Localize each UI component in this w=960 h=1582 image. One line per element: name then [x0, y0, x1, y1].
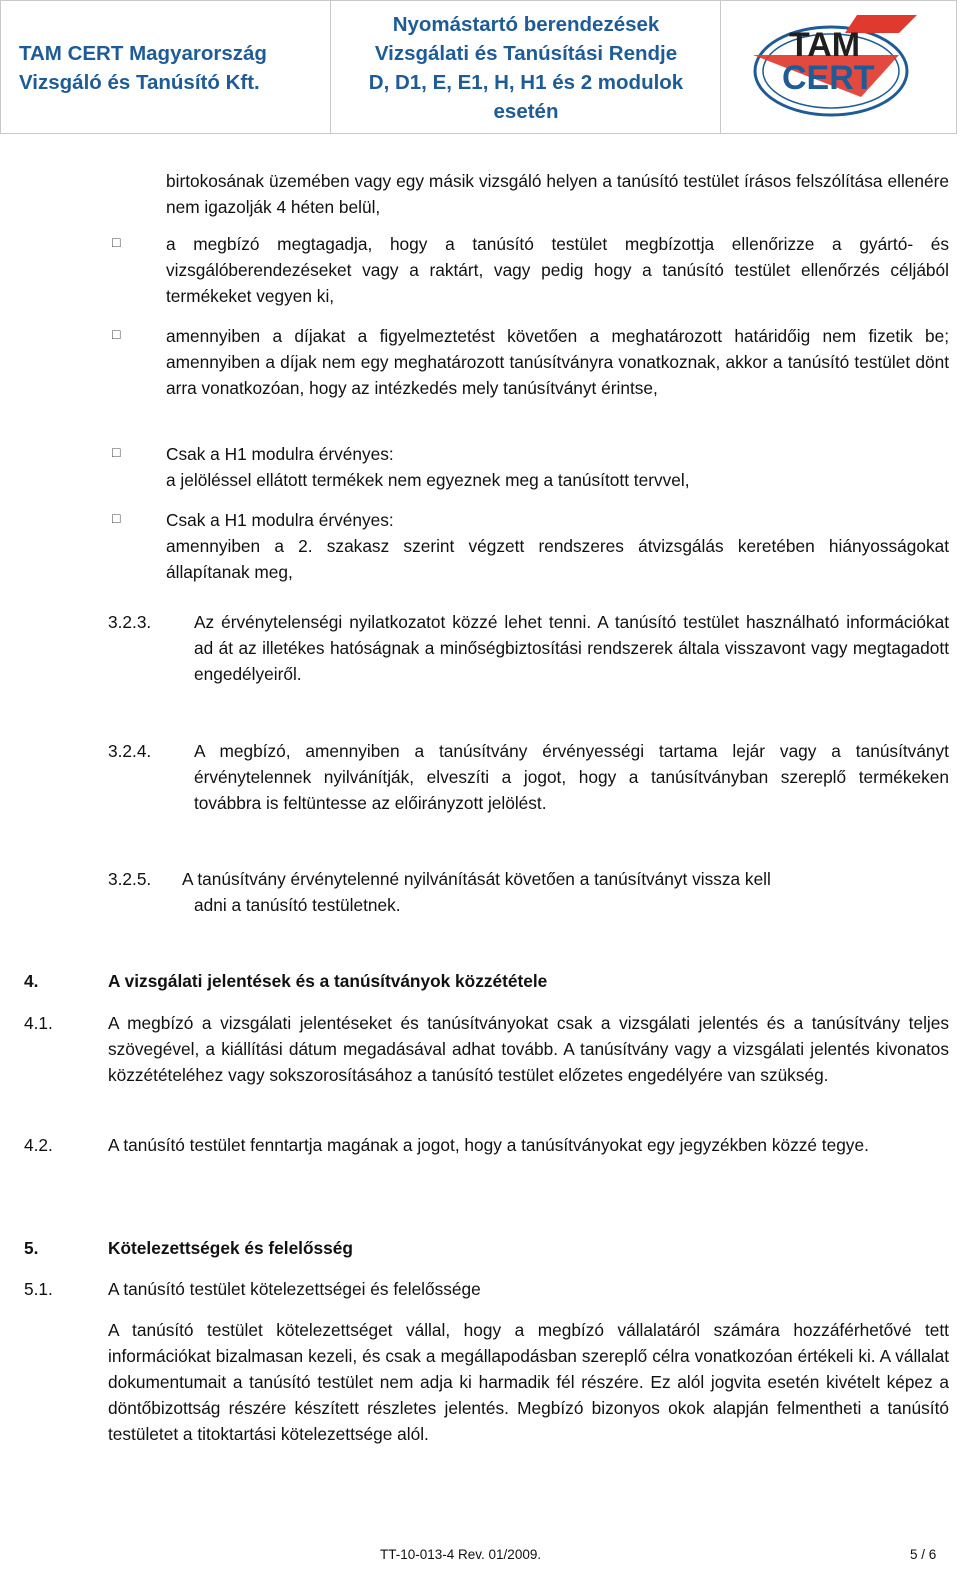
doc-title-line1: Nyomástartó berendezések [392, 13, 660, 36]
section-number: 5. [24, 1238, 39, 1258]
logo-text-top: TAM [789, 26, 861, 64]
clause-5-1-title: A tanúsító testület kötelezettségei és felelőssége [108, 1279, 481, 1299]
doc-title-line4: esetén [493, 100, 559, 123]
doc-title-line2: Vizsgálati és Tanúsítási Rendje [374, 42, 678, 65]
bullet-item-4 [166, 507, 949, 585]
section-number: 4. [24, 971, 39, 991]
tam-cert-logo-icon [749, 9, 929, 127]
bullet-continuation: birtokosának üzemében vagy egy másik vizsgáló helyen a tanúsító testület írásos felszólítása ellenére nem igazolják 4 héten belül, [166, 171, 949, 217]
doc-title-line3: D, D1, E, E1, H, H1 és 2 modulok [368, 71, 684, 94]
header-title-cell [331, 1, 721, 133]
bullet-marker-icon: □ [112, 326, 121, 342]
section-4-title: A vizsgálati jelentések és a tanúsítványok közzététele [108, 971, 548, 991]
clause-number: 4.2. [24, 1135, 53, 1155]
footer-doc-code: TT-10-013-4 Rev. 01/2009. [380, 1547, 542, 1562]
clause-number: 3.2.5. [108, 869, 152, 889]
company-subtitle: Vizsgáló és Tanúsító Kft. [19, 71, 260, 94]
bullet-marker-icon: □ [112, 444, 121, 460]
bullet-item-3-text: a jelöléssel ellátott termékek nem egyeznek meg a tanúsított tervvel, [166, 470, 690, 490]
bullet-item-3 [166, 441, 949, 493]
section-5-title: Kötelezettségek és felelősség [108, 1238, 353, 1258]
clause-4-1: A megbízó a vizsgálati jelentéseket és tanúsítványokat csak a vizsgálati jelentés és a tanúsítvány teljes szövegével, a kiállítási dátum megadásával adhat tovább. A tanúsítvány vagy a vizsgálati jelentés kivonatos közzétételéhez vagy sokszorosításához a tanúsító testület előzetes engedélyére van szükség. [108, 1013, 949, 1085]
company-name: TAM CERT Magyarország [19, 42, 267, 65]
bullet-item-3-condition: Csak a H1 modulra érvényes: [166, 444, 394, 464]
header-company-cell [1, 1, 331, 133]
bullet-item-2: amennyiben a díjakat a figyelmeztetést követően a meghatározott határidőig nem fizetik be; amennyiben a díjak nem egy meghatározott tanúsítványra vonatkoznak, akkor a tanúsító testület dönt arra vonatkozóan, hogy az intézkedés mely tanúsítványt érintse, [166, 326, 949, 398]
section-5-paragraph: A tanúsító testület kötelezettséget vállal, hogy a megbízó vállalatáról számára hozzáférhetővé tett információkat bizalmasan kezeli, és csak a megállapodásban szereplő célra vonatkozóan értékeli ki. A vállalat dokumentumait a tanúsító testület nem adja ki harmadik fél részére. Ez alól jogvita esetén kivételt képez a döntőbizottság részére készített részletes jelentés. Megbízó bizonyos okok alapján felmentheti a tanúsító testületet a titoktartási kötelezettsége alól. [108, 1320, 949, 1444]
clause-number: 4.1. [24, 1013, 53, 1033]
clause-3-2-3: Az érvénytelenségi nyilatkozatot közzé lehet tenni. A tanúsító testület használható információkat ad át az illetékes hatóságnak a minőségbiztosítási rendszerek általa visszavont vagy megtagadott engedélyeiről. [194, 612, 949, 684]
clause-3-2-4: A megbízó, amennyiben a tanúsítvány érvényességi tartama lejár vagy a tanúsítványt érvénytelennek nyilvánítják, elveszíti a jogot, hogy a tanúsítványban szereplő termékeken továbbra is feltüntesse az előirányzott jelölést. [194, 741, 949, 813]
clause-number: 5.1. [24, 1279, 53, 1299]
bullet-marker-icon: □ [112, 234, 121, 250]
clause-number: 3.2.4. [108, 741, 152, 761]
bullet-item-4-text: amennyiben a 2. szakasz szerint végzett rendszeres átvizsgálás keretében hiányosságokat állapítanak meg, [166, 536, 949, 582]
bullet-marker-icon: □ [112, 510, 121, 526]
footer-page-number: 5 / 6 [910, 1547, 937, 1562]
bullet-item-1: a megbízó megtagadja, hogy a tanúsító testület megbízottja ellenőrizze a gyártó- és vizsgálóberendezéseket vagy a raktárt, vagy pedig hogy a tanúsító testület ellenőrzés céljából termékeket vegyen ki, [166, 234, 949, 306]
bullet-item-4-condition: Csak a H1 modulra érvényes: [166, 510, 394, 530]
page-header [0, 0, 957, 134]
clause-3-2-5-line1: A tanúsítvány érvénytelenné nyilvánítását követően a tanúsítványt vissza kell [182, 869, 771, 889]
logo-text-bottom: CERT [782, 59, 875, 97]
clause-3-2-5-line2: adni a tanúsító testületnek. [194, 895, 401, 915]
clause-4-2: A tanúsító testület fenntartja magának a jogot, hogy a tanúsítványokat egy jegyzékben közzé tegye. [108, 1135, 869, 1155]
clause-number: 3.2.3. [108, 612, 152, 632]
header-logo-cell [721, 1, 957, 133]
